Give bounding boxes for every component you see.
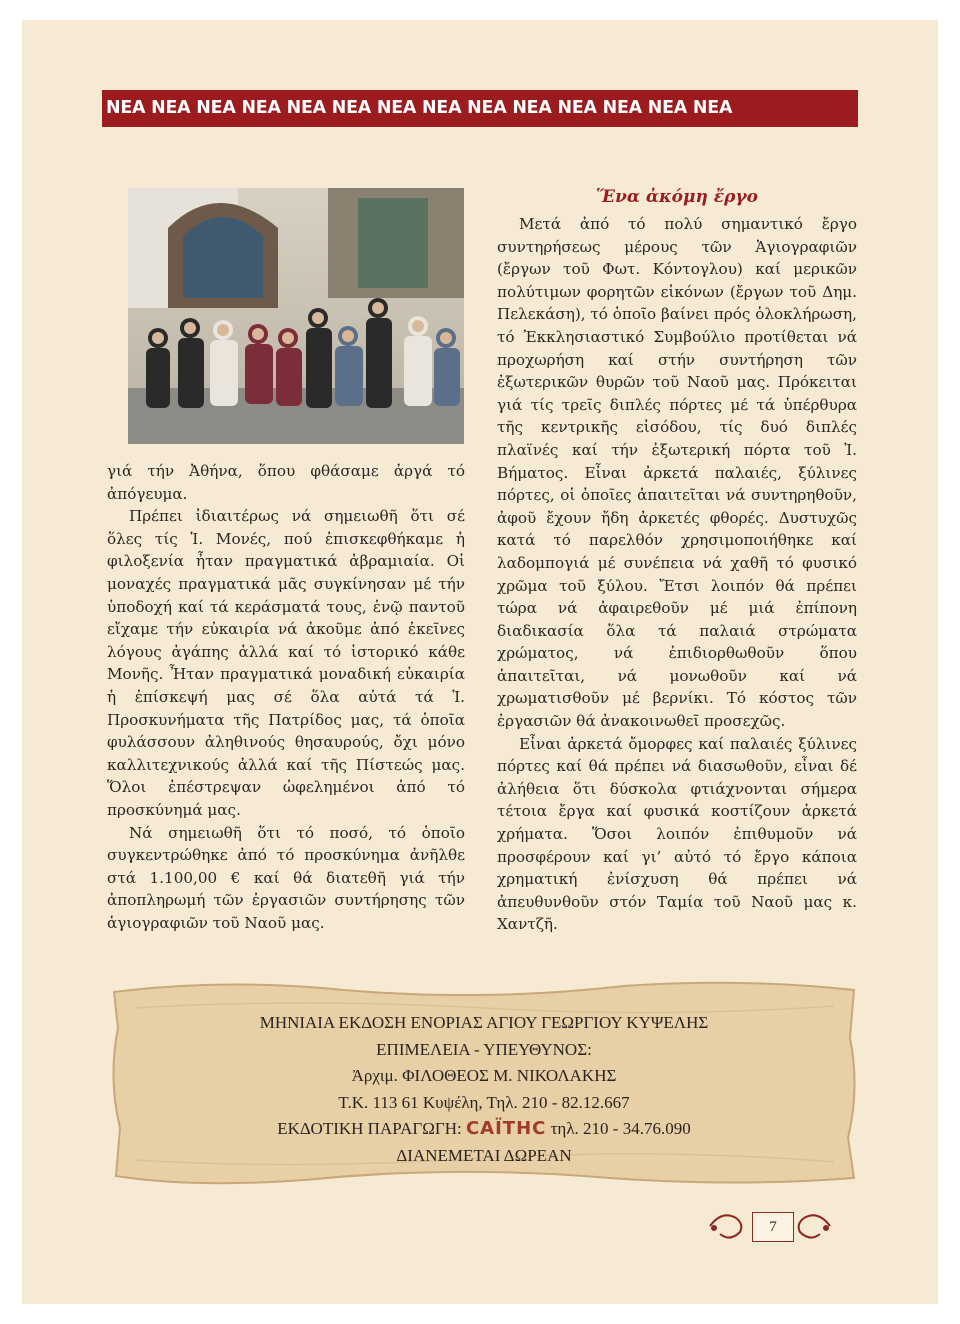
publisher-logo: CAΪΤΗC bbox=[465, 1118, 547, 1139]
footer-production-phone: τηλ. 210 - 34.76.090 bbox=[550, 1119, 691, 1138]
footer-address: Τ.Κ. 113 61 Κυψέλη, Τηλ. 210 - 82.12.667 bbox=[338, 1092, 630, 1112]
page-number: 7 bbox=[752, 1212, 794, 1242]
footer-editor-label: ΕΠΙΜΕΛΕΙΑ - ΥΠΕΥΘΥΝΟΣ: bbox=[376, 1039, 592, 1059]
left-paragraph-2: Πρέπει ἰδιαιτέρως νά σημειωθῆ ὅτι σέ ὅλες τίς Ἱ. Μονές, πού ἐπισκεφθήκαμε ἡ φιλοξενία ἦταν πραγματικά ἀβραμιαία. Οἱ μοναχές πραγματικά μᾶς συγκίνησαν μέ τήν ὑποδοχή καί τά κεράσματά τους, ἐνῷ παντοῦ εἴχαμε τήν εὐκαιρία νά ἀκοῦμε ἀπό ἐκεῖνες λόγους ἀγάπης ἀλλά καί τό ἱστορικό κάθε Μονῆς. Ἦταν πραγματικά μοναδική εὐκαιρία ἡ ἐπίσκεψή μας σέ ὅλα αὐτά τά Ἱ. Προσκυνήματα τῆς Πατρίδος μας, τά ὁποῖα φυλάσσουν ἀληθινούς θησαυρούς, ὄχι μόνο καλλιτεχνικούς ἀλλά καί τῆς Πίστεώς μας. Ὅλοι ἐπέστρεψαν ὠφελημένοι ἀπό τό προσκύνημά μας. bbox=[107, 507, 465, 819]
right-paragraph-2: Εἶναι ἀρκετά ὄμορφες καί παλαιές ξύλινες πόρτες καί θά πρέπει νά διασωθοῦν, εἶναι δέ ἀλήθεια ὅτι δύσκολα φτιάχνονται σήμερα τέτοια ἔργα καί φυσικά κοστίζουν ἀρκετά χρήματα. Ὅσοι λοιπόν ἐπιθυμοῦν νά προσφέρουν καί γι’ αὐτό τό ἔργο κάποια χρηματική ἐνίσχυση θά πρέπει νά ἀπευθυνθοῦν στόν Ταμία τοῦ Ναοῦ μας κ. Χαντζῆ. bbox=[497, 734, 857, 934]
footer-production bbox=[104, 1116, 864, 1143]
left-paragraph-3: Νά σημειωθῆ ὅτι τό ποσό, τό ὁποῖο συγκεντρώθηκε ἀπό τό προσκύνημα ἀνῆλθε στά 1.100,00 € καί θά διατεθῆ γιά τήν ἀποπληρωμή τῶν ἐργασιῶν συντήρησης τῶν ἁγιογραφιῶν τοῦ Ναοῦ μας. bbox=[107, 823, 465, 932]
footer-lines bbox=[104, 1010, 864, 1169]
left-paragraph-1: γιά τήν Ἀθήνα, ὅπου φθάσαμε ἀργά τό ἀπόγευμα. bbox=[107, 462, 465, 503]
article-heading: Ἕνα ἀκόμη ἔργο bbox=[596, 187, 758, 207]
footer-free-distribution: ΔΙΑΝΕΜΕΤΑΙ ΔΩΡΕΑΝ bbox=[396, 1145, 572, 1165]
right-column bbox=[497, 185, 857, 936]
news-banner: ΝΕΑ ΝΕΑ ΝΕΑ ΝΕΑ ΝΕΑ ΝΕΑ ΝΕΑ ΝΕΑ ΝΕΑ ΝΕΑ ΝΕΑ ΝΕΑ ΝΕΑ ΝΕΑ bbox=[102, 90, 858, 127]
footer-title: ΜΗΝΙΑΙΑ ΕΚΔΟΣΗ ΕΝΟΡΙΑΣ ΑΓΙΟΥ ΓΕΩΡΓΙΟΥ ΚΥΨΕΛΗΣ bbox=[259, 1013, 709, 1032]
publication-footer bbox=[104, 978, 864, 1188]
left-column bbox=[107, 460, 465, 934]
footer-editor-name: Ἀρχιμ. ΦΙΛΟΘΕΟΣ Μ. ΝΙΚΟΛΑΚΗΣ bbox=[351, 1066, 617, 1085]
right-paragraph-1: Μετά ἀπό τό πολύ σημαντικό ἔργο συντηρήσεως μέρους τῶν Ἁγιογραφιῶν (ἔργων τοῦ Φωτ. Κόντογλου) καί μερικῶν πολύτιμων φορητῶν εἰκόνων (ἔργων τοῦ Δημ. Πελεκάση), τό ὁποῖο βαίνει πρός ὁλοκλήρωση, τό Ἐκκλησιαστικό Συμβούλιο προτίθεται νά προχωρήση καί στήν συντήρηση τῶν ἐξωτερικῶν θυρῶν τοῦ Ναοῦ μας. Πρόκειται γιά τίς τρεῖς διπλές πόρτες μέ τά ὑπέρθυρα τῆς κεντρικῆς εἰσόδου, τίς δυό διπλές πλαϊνές καί τήν ἐξωτερική πόρτα τοῦ Ἱ. Βήματος. Εἶναι ἀρκετά παλαιές, ξύλινες πόρτες, οἱ ὁποῖες ἀπαιτεῖται νά συντηρηθοῦν, ἀφοῦ ἔχουν ἤδη ἀρκετές φθορές. Δυστυχῶς κατά τό παρελθόν χρησιμοποιήθηκε καί λαδομπογιά μέ συνέπεια νά χαθῆ τό φυσικό χρῶμα τοῦ ξύλου. Ἔτσι λοιπόν θά πρέπει τώρα νά ἀφαιρεθοῦν μέ μιά ἐπίπονη διαδικασία ὅλα τά παλαιά στρώματα χρώματος, νά ἐπιδιορθωθοῦν ὅπου ἀπαιτεῖται, νά μονωθοῦν καί νά χρωματισθοῦν μέ βερνίκι. Τό κόστος τῶν ἐργασιῶν θά ἀνακοινωθεῖ προσεχῶς. bbox=[497, 215, 857, 731]
footer-production-label: ΕΚΔΟΤΙΚΗ ΠΑΡΑΓΩΓΗ: bbox=[277, 1119, 462, 1138]
group-photo-illustration bbox=[128, 188, 464, 444]
group-photo bbox=[128, 188, 464, 444]
